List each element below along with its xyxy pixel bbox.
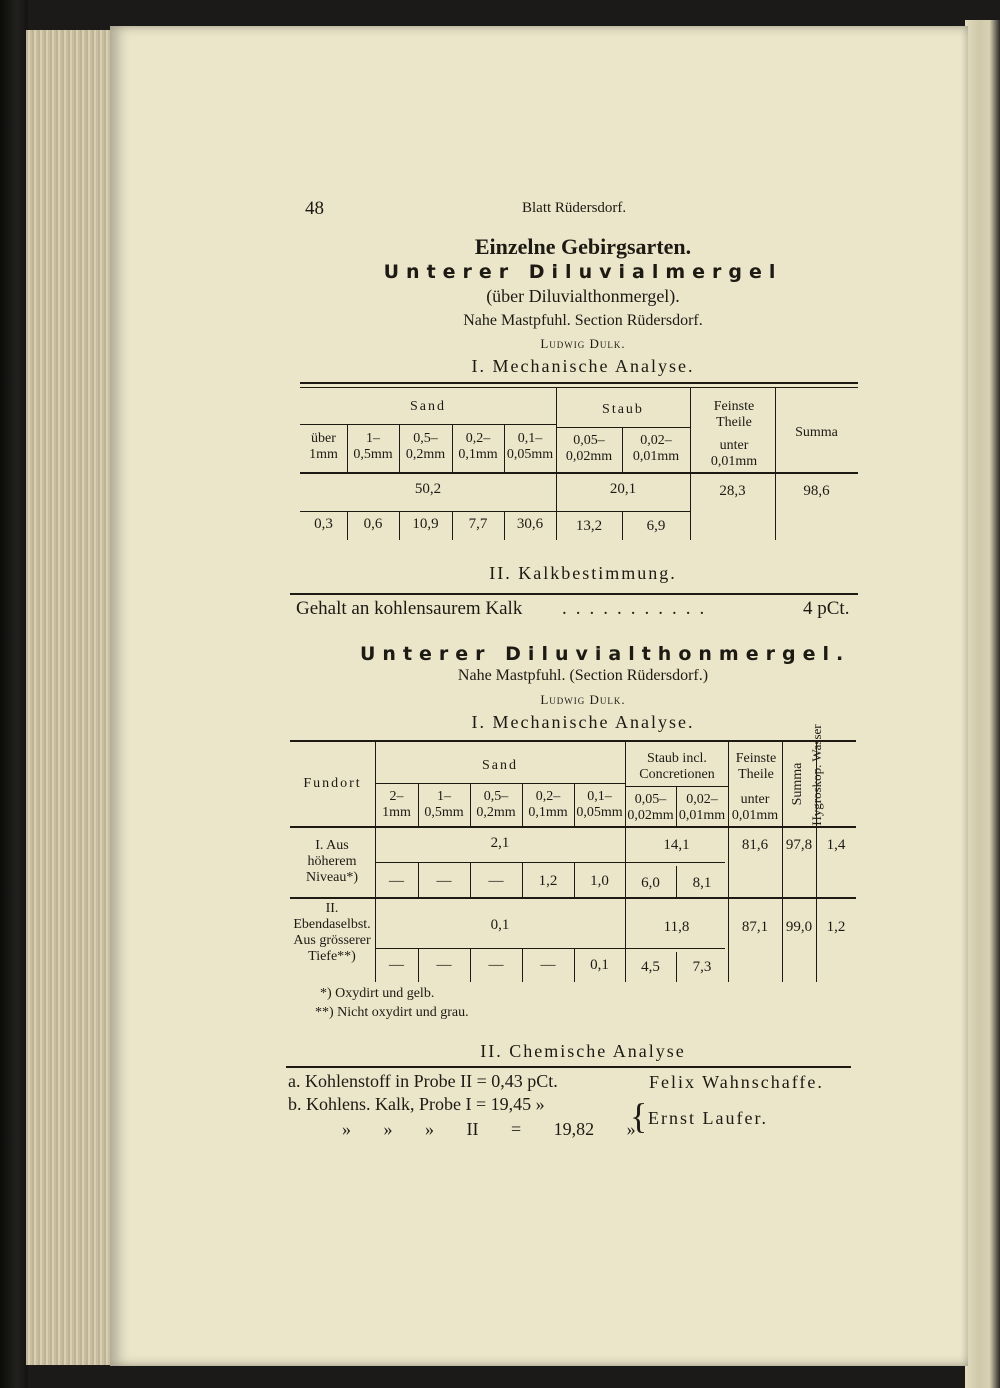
t1-feinste-value: 28,3 [719,483,746,499]
sample1-title: Unterer Diluvialmergel [383,261,783,283]
footnote-2: **) Nicht oxydirt und grau. [315,1005,469,1020]
t1-sand-total: 50,2 [414,481,442,497]
t2-feinste-sub: unter 0,01mm [731,792,779,823]
t2-staub-col-1: 0,05– 0,02mm [627,792,674,823]
lime-label: Gehalt an kohlensaurem Kalk [296,598,523,619]
t2-row1-feinste: 81,6 [741,837,769,853]
t1-summa-header: Summa [795,425,838,440]
t2-staub-header: Staub incl. Concretionen [639,751,715,782]
sample2-location: Nahe Mastpfuhl. (Section Rüdersdorf.) [457,667,709,684]
t2-row2-sand-total: 0,1 [490,917,510,933]
chem-analyst-b: Ernst Laufer. [648,1108,768,1128]
t2-row2-sand-value-4: — [540,957,556,973]
chem-line-b1: b. Kohlens. Kalk, Probe I = 19,45 » [288,1094,545,1114]
t1-staub-total: 20,1 [609,481,637,497]
t1-sand-col-5: 0,1– 0,05mm [506,431,554,462]
t2-row1-hygro: 1,4 [826,837,846,853]
t2-row1-staub-total: 14,1 [663,837,690,853]
sample2-title: Unterer Diluvialthonmergel. [360,643,851,665]
sample2-analysis-title: I. Mechanische Analyse. [471,712,695,732]
sample1-subtitle: (über Diluvialthonmergel). [486,286,680,306]
t2-row2-summa: 99,0 [785,919,813,935]
t2-row2-sand-value-3: — [488,957,504,973]
sample1-analysis-title: I. Mechanische Analyse. [471,356,695,376]
sample1-location: Nahe Mastpfuhl. Section Rüdersdorf. [463,312,703,329]
t1-sand-header: Sand [410,399,446,414]
t2-row1-sand-total: 2,1 [490,835,510,851]
t2-row1-sand-value-4: 1,2 [538,873,558,889]
t1-summa-value: 98,6 [803,483,830,499]
t2-row1-staub-value-2: 8,1 [692,875,712,891]
t2-row2-sand-value-5: 0,1 [590,957,609,973]
t2-sand-col-3: 0,5– 0,2mm [476,789,516,820]
t2-row2-fundort: II. Ebendaselbst. Aus grösserer Tiefe**) [293,901,371,964]
t1-feinste-sub: unter 0,01mm [710,438,758,469]
brace: { [630,1096,648,1136]
t1-sand-value-4: 7,7 [468,516,488,532]
t2-sand-header: Sand [482,758,518,773]
t2-row1-sand-value-5: 1,0 [590,873,609,889]
t2-row2-feinste: 87,1 [741,919,769,935]
t2-row1-sand-value-2: — [436,873,452,889]
book-spine [0,0,28,1388]
sample2-analyst: Ludwig Dulk. [540,692,626,707]
t2-row2-staub-value-2: 7,3 [692,959,712,975]
t1-sand-col-1: über 1mm [309,431,338,462]
chem-title: II. Chemische Analyse [480,1041,686,1061]
t1-staub-value-1: 13,2 [575,518,603,534]
chem-line-a: a. Kohlenstoff in Probe II = 0,43 pCt. [288,1071,558,1091]
t2-fundort-header: Fundort [303,776,362,791]
t2-row2-staub-total: 11,8 [663,919,690,935]
t1-sand-col-2: 1– 0,5mm [353,431,393,462]
footnote-1: *) Oxydirt und gelb. [320,986,435,1001]
t1-staub-col-1: 0,05– 0,02mm [565,433,613,464]
lime-leader-dots: ........... [562,598,714,619]
t2-row1-fundort: I. Aus höherem Niveau*) [305,838,359,885]
t2-row1-sand-value-1: — [389,873,404,889]
t2-sand-col-2: 1– 0,5mm [424,789,464,820]
book-page [110,26,968,1366]
chem-analyst-a: Felix Wahnschaffe. [649,1072,824,1092]
t2-row2-sand-value-2: — [436,957,452,973]
t1-sand-value-2: 0,6 [363,516,383,532]
t1-feinste-header: Feinste Theile [713,399,755,430]
t1-sand-value-3: 10,9 [412,516,439,532]
t1-sand-col-4: 0,2– 0,1mm [458,431,498,462]
t2-row2-staub-value-1: 4,5 [641,959,660,975]
t2-summa-header: Summa [790,762,805,806]
chem-line-b2: » » » II = 19,82 » [342,1119,636,1139]
section-title: Einzelne Gebirgsarten. [474,234,692,259]
t1-sand-value-1: 0,3 [314,516,333,532]
next-page-edge [965,20,1000,1388]
t1-staub-col-2: 0,02– 0,01mm [632,433,680,464]
t1-sand-col-3: 0,5– 0,2mm [405,431,446,462]
t2-row2-sand-value-1: — [389,957,404,973]
lime-value: 4 pCt. [803,598,850,619]
t2-row2-hygro: 1,2 [826,919,846,935]
t1-sand-value-5: 30,6 [516,516,544,532]
running-title: Blatt Rüdersdorf. [522,200,627,216]
t2-staub-col-2: 0,02– 0,01mm [678,792,726,823]
t2-row1-summa: 97,8 [785,837,813,853]
t2-row1-sand-value-3: — [488,873,504,889]
t2-sand-col-4: 0,2– 0,1mm [528,789,568,820]
t2-feinste-header: Feinste Theile [735,751,777,782]
t2-sand-col-1: 2– 1mm [382,789,411,820]
sample1-analyst: Ludwig Dulk. [540,336,626,351]
t2-sand-col-5: 0,1– 0,05mm [576,789,623,820]
sample1-lime-title: II. Kalkbestimmung. [489,563,677,583]
t1-staub-value-2: 6,9 [646,518,666,534]
t1-staub-header: Staub [602,402,644,417]
t2-hygro-header: Hygroskop. Wasser [809,724,824,826]
page-number: 48 [305,198,324,219]
t2-row1-staub-value-1: 6,0 [641,875,660,891]
